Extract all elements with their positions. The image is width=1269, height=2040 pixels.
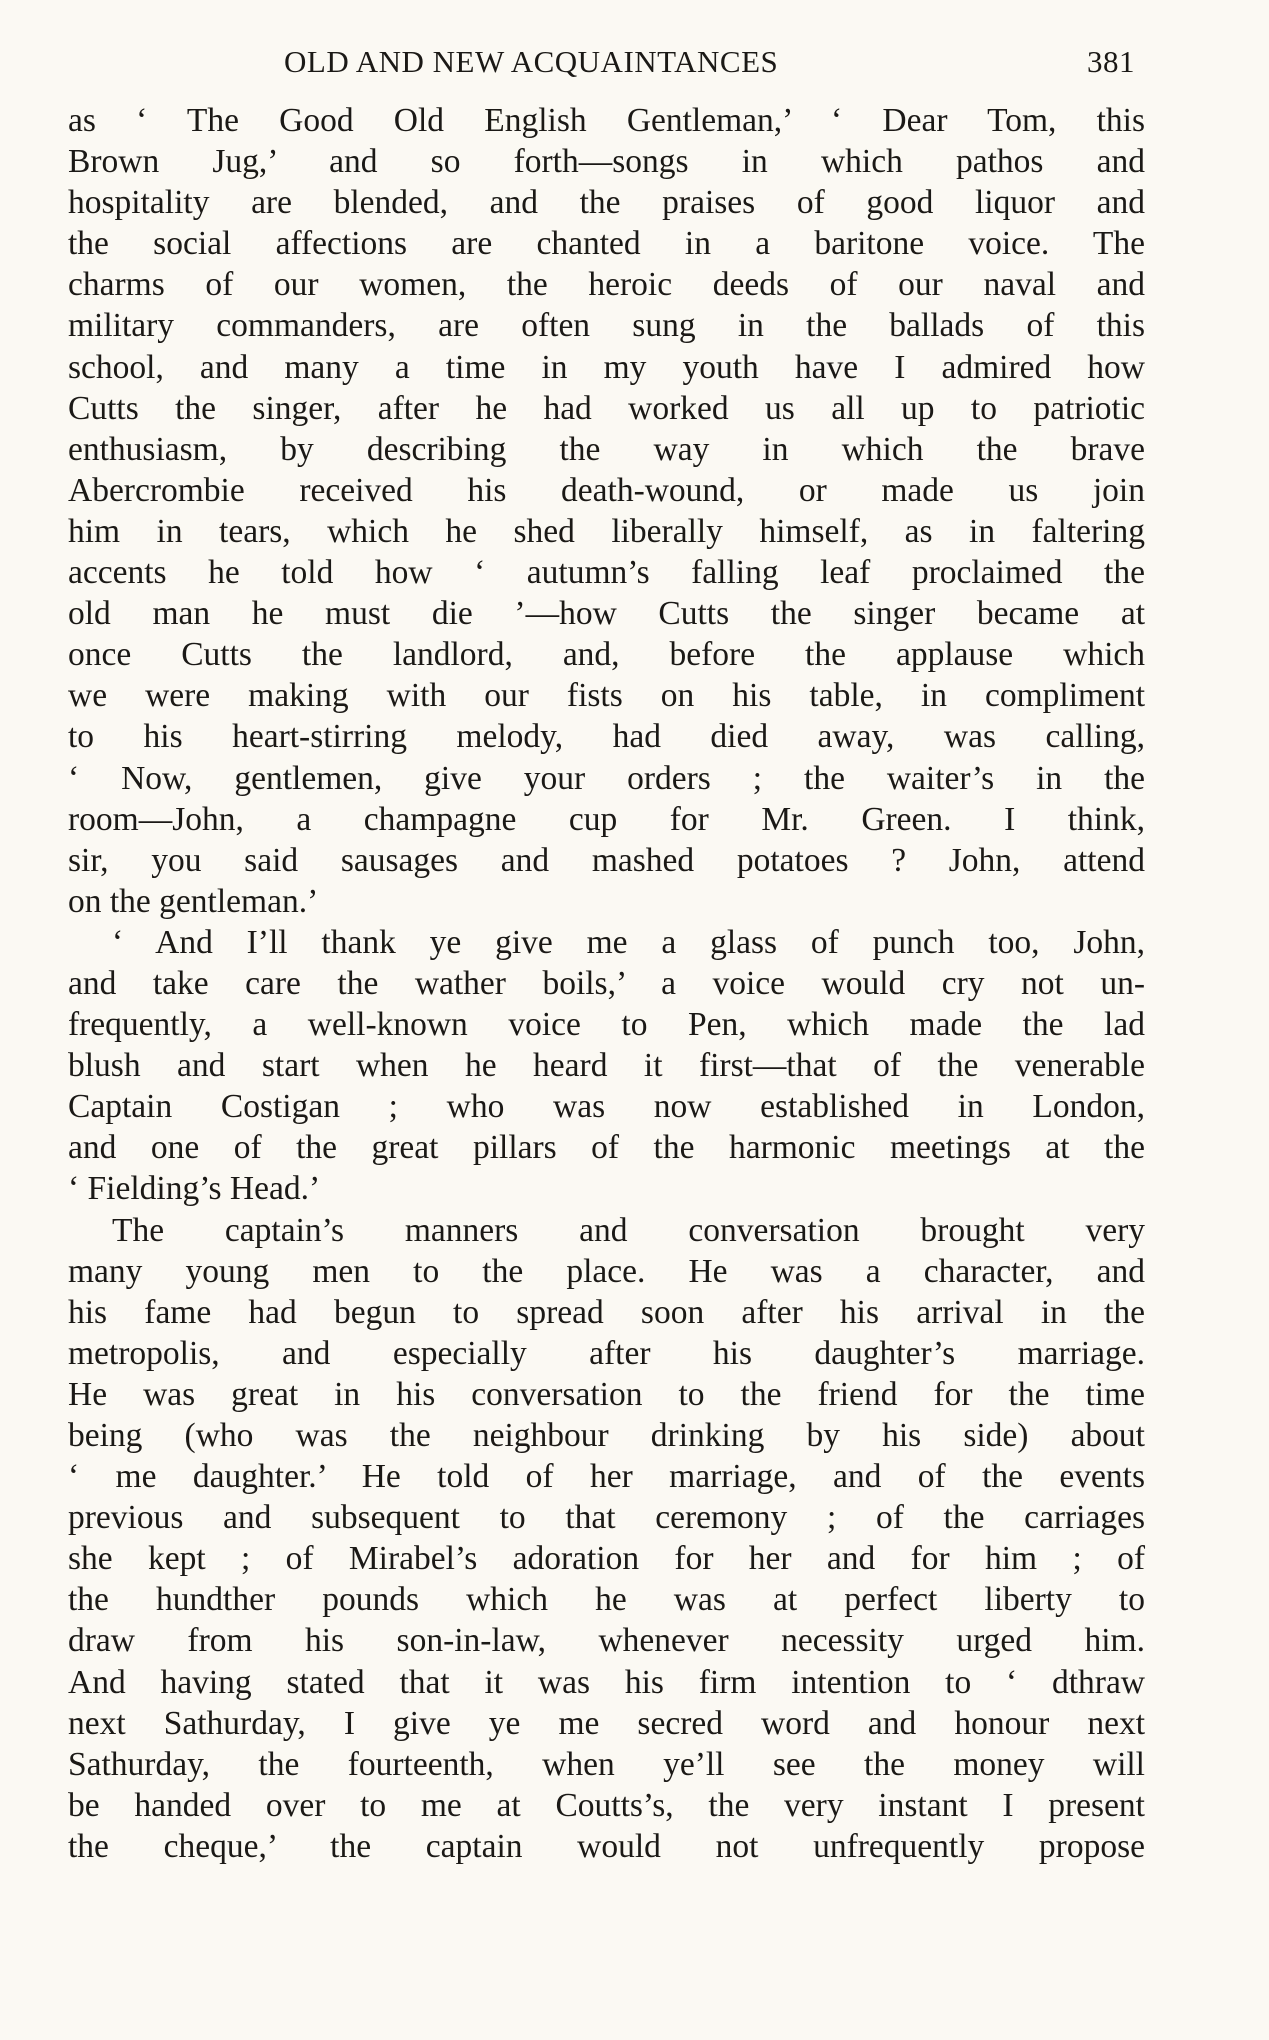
running-title: OLD AND NEW ACQUAINTANCES: [284, 44, 779, 79]
paragraph-start-line: ‘ And I’ll thank ye give me a glass of punch too, John,: [112, 923, 1145, 961]
text-line: ‘ Now, gentlemen, give your orders ; the waiter’s in the: [68, 759, 1145, 797]
text-line: Captain Costigan ; who was now established in London,: [68, 1088, 1145, 1126]
text-line: and take care the wather boils,’ a voice would cry not un-: [68, 964, 1145, 1002]
text-line: the social affections are chanted in a baritone voice. The: [68, 225, 1145, 263]
paragraph-start-line: The captain’s manners and conversation brought very: [112, 1211, 1145, 1249]
text-line: she kept ; of Mirabel’s adoration for her and for him ; of: [68, 1540, 1145, 1578]
text-line: previous and subsequent to that ceremony ; of the carriages: [68, 1499, 1145, 1537]
text-line: him in tears, which he shed liberally himself, as in faltering: [68, 512, 1145, 550]
text-line: frequently, a well-known voice to Pen, which made the lad: [68, 1006, 1145, 1044]
text-line: next Sathurday, I give ye me secred word and honour next: [68, 1704, 1145, 1742]
text-line: sir, you said sausages and mashed potatoes ? John, attend: [68, 841, 1145, 879]
text-line: And having stated that it was his firm intention to ‘ dthraw: [68, 1663, 1145, 1701]
text-line: Cutts the singer, after he had worked us all up to patriotic: [68, 389, 1145, 427]
running-head: [68, 44, 1145, 88]
text-line: enthusiasm, by describing the way in which the brave: [68, 430, 1145, 468]
text-line: metropolis, and especially after his daughter’s marriage.: [68, 1334, 1145, 1372]
text-line: draw from his son-in-law, whenever necessity urged him.: [68, 1622, 1145, 1660]
text-line: to his heart-stirring melody, had died away, was calling,: [68, 718, 1145, 756]
text-line: the hundther pounds which he was at perfect liberty to: [68, 1581, 1145, 1619]
text-line: we were making with our fists on his table, in compliment: [68, 677, 1145, 715]
text-line: old man he must die ’—how Cutts the singer became at: [68, 595, 1145, 633]
text-line: being (who was the neighbour drinking by his side) about: [68, 1417, 1145, 1454]
text-line: Sathurday, the fourteenth, when ye’ll see the money will: [68, 1745, 1145, 1783]
text-line: his fame had begun to spread soon after his arrival in the: [68, 1293, 1145, 1331]
text-line: room—John, a champagne cup for Mr. Green. I think,: [68, 800, 1145, 838]
text-line: military commanders, are often sung in the ballads of this: [68, 307, 1145, 345]
paragraph-end-line: on the gentleman.’: [68, 882, 319, 920]
text-line: be handed over to me at Coutts’s, the very instant I present: [68, 1786, 1145, 1824]
text-line: the cheque,’ the captain would not unfrequently propose: [68, 1827, 1145, 1865]
body-text: [68, 100, 1145, 1867]
text-line: blush and start when he heard it first—that of the venerable: [68, 1047, 1145, 1085]
page-number: 381: [1087, 44, 1135, 79]
text-line: school, and many a time in my youth have I admired how: [68, 348, 1145, 386]
text-line: once Cutts the landlord, and, before the applause which: [68, 636, 1145, 674]
text-line: Brown Jug,’ and so forth—songs in which pathos and: [68, 143, 1145, 181]
paragraph-end-line: ‘ Fielding’s Head.’: [68, 1170, 321, 1208]
text-line: accents he told how ‘ autumn’s falling leaf proclaimed the: [68, 554, 1145, 592]
text-line: charms of our women, the heroic deeds of our naval and: [68, 266, 1145, 304]
text-line: many young men to the place. He was a character, and: [68, 1252, 1145, 1290]
text-line: and one of the great pillars of the harmonic meetings at the: [68, 1129, 1145, 1167]
text-line: as ‘ The Good Old English Gentleman,’ ‘ Dear Tom, this: [68, 102, 1145, 139]
text-line: Abercrombie received his death-wound, or made us join: [68, 471, 1145, 509]
text-line: ‘ me daughter.’ He told of her marriage, and of the events: [68, 1458, 1145, 1496]
text-line: He was great in his conversation to the friend for the time: [68, 1375, 1145, 1413]
text-line: hospitality are blended, and the praises of good liquor and: [68, 184, 1145, 222]
book-page: [68, 44, 1145, 1867]
